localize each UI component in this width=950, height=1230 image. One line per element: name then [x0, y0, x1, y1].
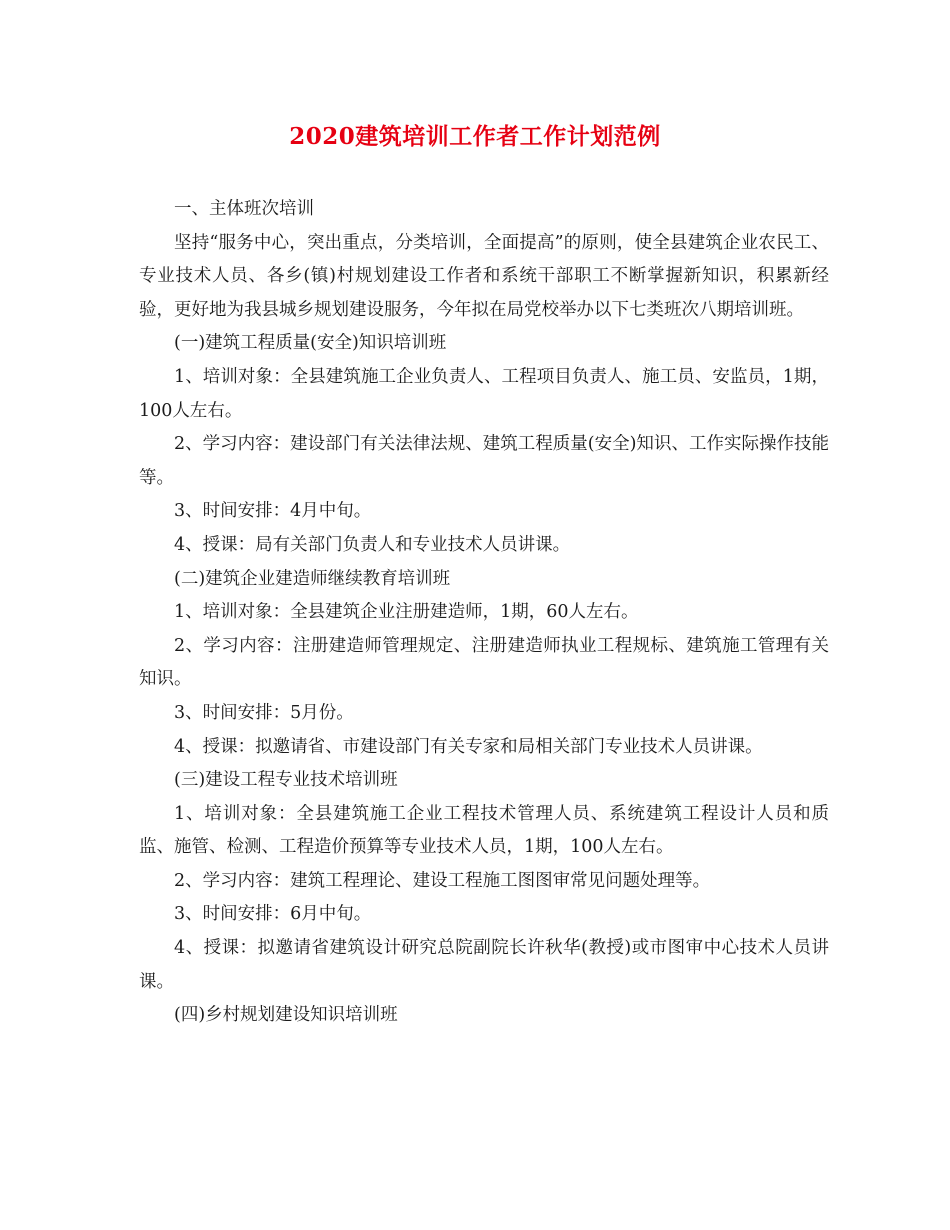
subsection-heading-2: (二)建筑企业建造师继续教育培训班 [174, 568, 451, 589]
paragraph-1-content: 2、学习内容：建设部门有关法律法规、建筑工程质量(安全)知识、工作实际操作技能等。 [139, 434, 829, 488]
subsection-heading-4: (四)乡村规划建设知识培训班 [174, 1005, 398, 1026]
paragraph-2-lecturer: 4、授课：拟邀请省、市建设部门有关专家和局相关部门专业技术人员讲课。 [174, 736, 763, 757]
paragraph-2-target: 1、培训对象：全县建筑企业注册建造师，1期，60人左右。 [174, 602, 639, 623]
paragraph-1-lecturer: 4、授课：局有关部门负责人和专业技术人员讲课。 [174, 534, 571, 555]
paragraph-3-target: 1、培训对象：全县建筑施工企业工程技术管理人员、系统建筑工程设计人员和质监、施管、检测、工程造价预算等专业技术人员，1期，100人左右。 [139, 803, 829, 858]
paragraph-1-target: 1、培训对象：全县建筑施工企业负责人、工程项目负责人、施工员、安监员，1期，100人左右。 [139, 366, 829, 421]
paragraph-2-content: 2、学习内容：注册建造师管理规定、注册建造师执业工程规标、建筑施工管理有关知识。 [139, 635, 829, 690]
intro-paragraph: 坚持“服务中心，突出重点，分类培训，全面提高”的原则，使全县建筑企业农民工、专业技术人员、各乡(镇)村规划建设工作者和系统干部职工不断掌握新知识，积累新经验，更好地为我县城乡规划建设服务，今年拟在局党校举办以下七类班次八期培训班。 [139, 232, 829, 320]
paragraph-3-lecturer: 4、授课：拟邀请省建筑设计研究总院副院长许秋华(教授)或市图审中心技术人员讲课。 [139, 938, 829, 992]
subsection-heading-1: (一)建筑工程质量(安全)知识培训班 [174, 333, 447, 354]
paragraph-3-schedule: 3、时间安排：6月中旬。 [174, 904, 372, 925]
subsection-heading-3: (三)建设工程专业技术培训班 [174, 770, 398, 791]
section-heading-main-training: 一、主体班次培训 [174, 199, 314, 219]
document-body [139, 193, 829, 1033]
document-title: 2020建筑培训工作者工作计划范例 [289, 123, 661, 150]
paragraph-1-schedule: 3、时间安排：4月中旬。 [174, 501, 372, 522]
paragraph-2-schedule: 3、时间安排：5月份。 [174, 702, 354, 723]
paragraph-3-content: 2、学习内容：建筑工程理论、建设工程施工图图审常见问题处理等。 [174, 870, 711, 891]
